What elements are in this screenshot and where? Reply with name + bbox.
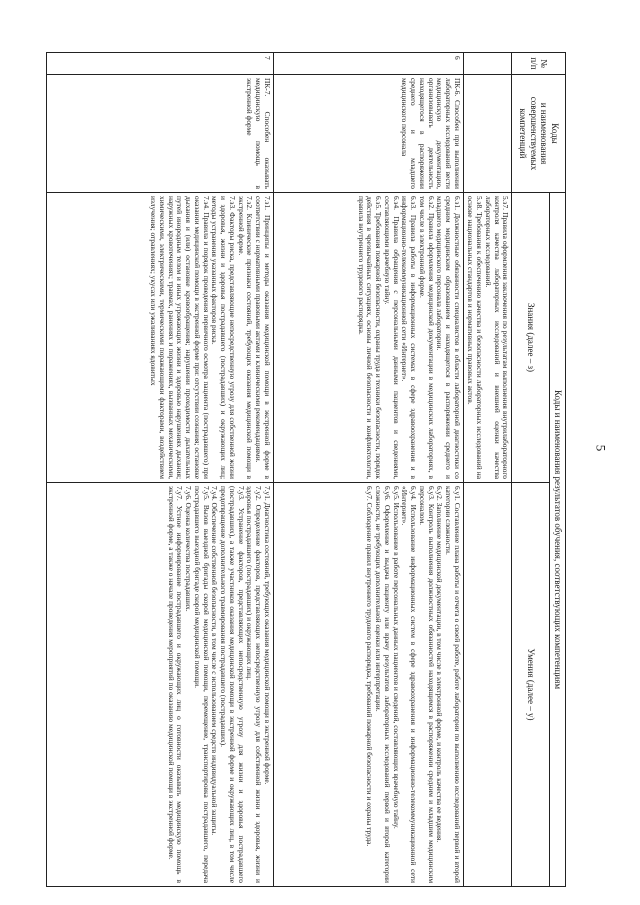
header-knowledge: Знания (далее – з)	[512, 193, 550, 483]
row-number	[463, 53, 512, 75]
table-row	[463, 53, 512, 887]
knowledge-cell: 5.з7. Правила оформления заключения по результатам выполнения внутрилабораторного контроля качества лабораторных исследований и внешней оценки качества лабораторных исследований. 5.з8. Требования к обеспечению качества и безопасности лабораторных исследований на основе национальных стандартов и нормативных правовых актов.	[463, 193, 512, 483]
row-number: 6	[273, 53, 463, 75]
skills-cell: 7.у1. Диагностика состояний, требующих оказания медицинской помощи в экстренной форме. 7.у2. Определение факторов, представляющих непосредственную угрозу для собственной жизни и здоровья, жизни и здоровья пострадавшего (пострадавших) и окружающих лиц. 7.у3. Устранение факторов, представляющих непосредственную угрозу для жизни и здоровья пострадавшего (пострадавших), а также участников оказания медицинской помощи в экстренной форме и окружающих лиц, в том числе предотвращение дополнительного травмирования пострадавшего (пострадавших). 7.у4. Обеспечение собственной безопасности, в том числе с использованием средств индивидуальной защиты. 7.у5. Вызов выездной бригады скорой медицинской помощи, перемещение, транспортировка пострадавшего, передача пострадавшего выездной бригаде скорой медицинской помощи. 7.у6. Оценка количества пострадавших. 7.у7. Устное информирование пострадавшего и окружающих лиц о готовности оказывать медицинскую помощь в экстренной форме, а также о начале проведения мероприятий по оказанию медицинской помощи в экстренной форме.	[47, 483, 274, 887]
page-number: 5	[593, 444, 609, 452]
competence-cell	[463, 75, 512, 193]
competence-cell: ПК-6. Способен при выполнении лабораторных исследований вести медицинскую документацию, организовывать деятельность находящегося в распоряжении среднего и младшего медицинского персонала	[273, 75, 463, 193]
knowledge-cell: 7.з1. Принципы и методы оказания медицинской помощи в экстренной форме в соответствии с нормативными правовыми актами и клиническими рекомендациями. 7.з2. Клинические признаки состояний, требующих оказания медицинской помощи в экстренной форме. 7.з3. Факторы риска, представляющие непосредственную угрозу для собственной жизни и здоровья, жизни и здоровья пострадавшего (пострадавших) и окружающих лиц; методы устранения указанных факторов риска. 7.з4. Правила и порядок проведения первичного осмотра пациента (пострадавшего) при оказании медицинской помощи в экстренной форме при: отсутствии сознания; остановке дыхания и (или) остановке кровообращения; нарушении проходимости дыхательных путей инородным телом и иных угрожающих жизни и здоровью нарушениях дыхания; наружных кровотечениях; травмах, ранениях и поражениях, вызванных механическими, химическими, электрическими, термическими поражающими факторами, воздействием излучения; отравлениях; укусах или ужаливаниях ядовитых	[47, 193, 274, 483]
table-row	[273, 53, 463, 887]
row-number: 7	[47, 53, 274, 75]
header-skills: Умения (далее – у)	[512, 483, 550, 887]
competence-cell: ПК-7. Способен оказывать медицинскую помощь в экстренной форме	[47, 75, 274, 193]
header-competence-codes: Коды и наименования совершенствуемых компетенций	[512, 75, 566, 193]
table-container	[46, 52, 566, 886]
header-results-group: Коды и наименования результатов обучения, соответствующих компетенциям	[550, 193, 566, 887]
skills-cell	[463, 483, 512, 887]
header-number: № п/п	[512, 53, 566, 75]
table-row	[47, 53, 274, 887]
knowledge-cell: 6.з1. Должностные обязанности специалистов в области лабораторной диагностики со средним медицинским образованием и находящегося в распоряжении среднего и младшего медицинского персонала лаборатории. 6.з2. Правила оформления медицинской документации в медицинских лабораториях, в том числе в электронной форме. 6.з3. Правила работы в информационных системах в сфере здравоохранения и в информационно-телекоммуникационной сети «Интернет». 6.з4. Правила обращения с персональными данными пациентов и сведениями, составляющими врачебную тайну. 6.з5. Требования пожарной безопасности, охраны труда и техники безопасности, порядок действия в чрезвычайных ситуациях, основы личной безопасности и конфликтологии, правила внутреннего трудового распорядка.	[273, 193, 463, 483]
competence-table	[46, 52, 566, 887]
skills-cell: 6.у1. Составление плана работы и отчета о своей работе, работе лаборатории по выполнению исследований первой и второй категории сложности. 6.у2. Заполнение медицинской документации, в том числе в электронной форме, и контроль качества ее ведения. 6.у3. Контроль выполнения должностных обязанностей находящимся в распоряжении средним и младшим медицинским персоналом. 6.у4. Использование информационных систем в сфере здравоохранения и информационно-телекоммуникационной сети «Интернет». 6.у5. Использование в работе персональных данных пациентов и сведений, составляющих врачебную тайну. 6.у6. Оформление и выдача пациенту или врачу результатов лабораторных исследований первой и второй категории сложности, не требующих дополнительной оценки или интерпретации. 6.у7. Соблюдение правил внутреннего трудового распорядка, требований пожарной безопасности и охраны труда.	[273, 483, 463, 887]
